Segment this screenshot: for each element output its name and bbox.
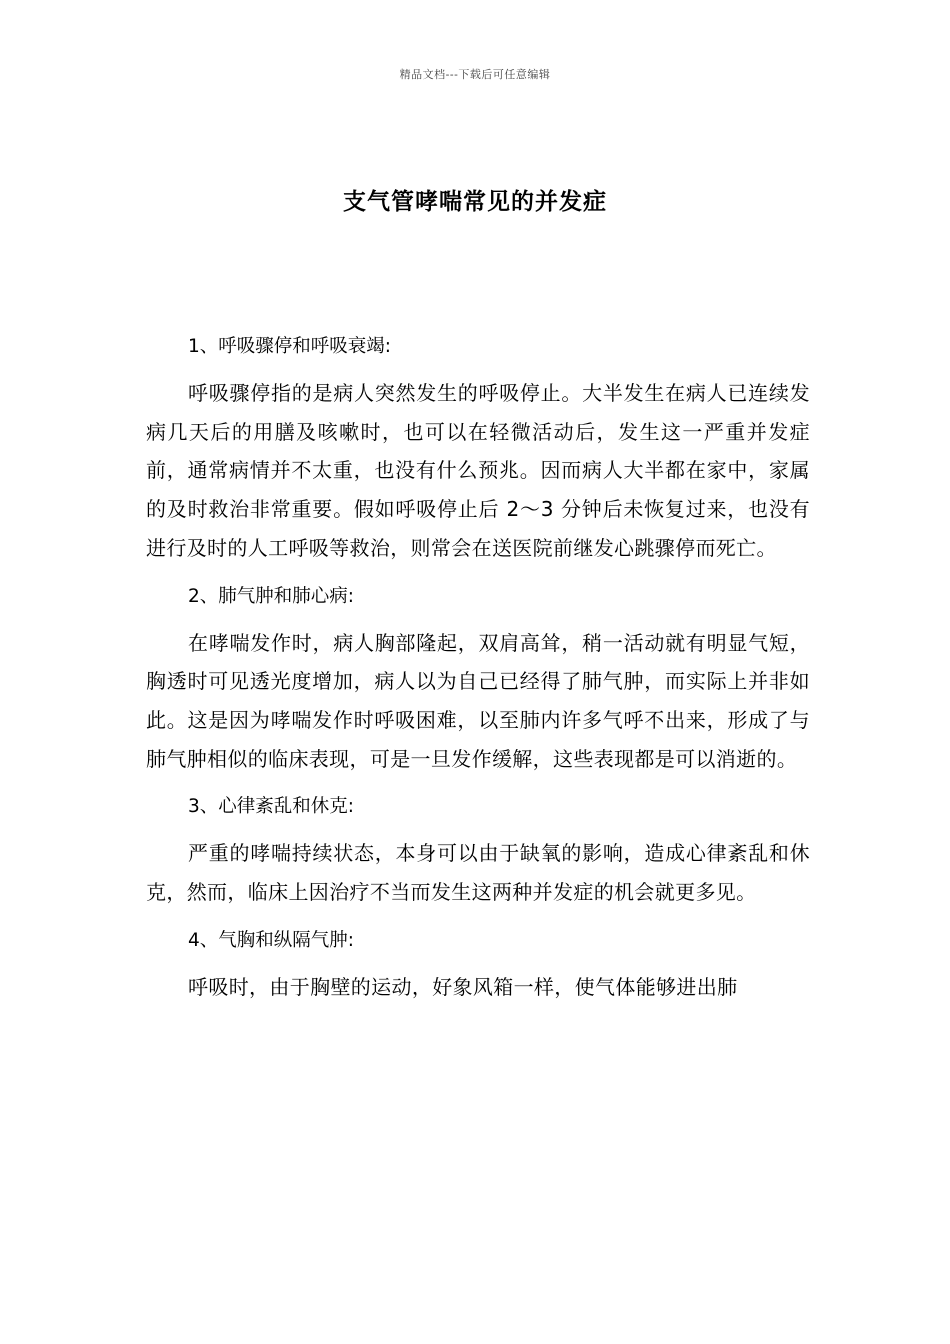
paragraph-line: 乱和休克，然而，临床上因治疗不当而发生这两种并发症的机会就: [146, 841, 810, 905]
section-heading-3: 3、心律紊乱和休克:: [188, 796, 355, 818]
section-paragraph-2: [146, 624, 810, 779]
paragraph-line: 院前继发心跳骤停而死亡。: [532, 535, 777, 560]
section-paragraph-1: [146, 374, 810, 568]
paragraph-line: 严重并发症前，通常病情并不太重，也没有什么预兆。因而病人大: [146, 419, 810, 483]
section-paragraph-3: [146, 834, 810, 911]
document-title: 支气管哮喘常见的并发症: [343, 188, 607, 215]
paragraph-line: 更多见。: [675, 880, 757, 905]
page-header: 精品文档---下载后可任意编辑: [399, 68, 551, 81]
paragraph-line: 呼不出来，形成了与肺气肿相似的临床表现，可是一旦发作缓解，: [146, 707, 810, 771]
paragraph-line: 严重的哮喘持续状态，本身可以由于缺氧的影响，造成心律紊: [188, 841, 749, 866]
paragraph-line: 实际上并非如此。这是因为哮喘发作时呼吸困难，以至肺内许多气: [146, 669, 810, 732]
paragraph-line: 呼吸骤停指的是病人突然发生的呼吸停止。大半发生在病人已: [188, 381, 749, 405]
section-heading-2: 2、肺气肿和肺心病:: [188, 585, 355, 607]
paragraph-line: 气短，胸透时可见透光度增加，病人以为自己已经得了肺气肿，而: [146, 630, 810, 694]
paragraph-line: 呼吸时，由于胸壁的运动，好象风箱一样，使气体能够进出肺: [188, 974, 738, 999]
paragraph-line: 后未恢复过来，也没有进行及时的人工呼吸等救治，则常会在送医: [146, 497, 810, 560]
paragraph-line: 在哮喘发作时，病人胸部隆起，双肩高耸，稍一活动就有明显: [188, 630, 749, 655]
section-heading-4: 4、气胸和纵隔气肿:: [188, 929, 355, 951]
paragraph-line: 这些表现都是可以消逝的。: [553, 746, 798, 771]
paragraph-line: 半都在家中，家属的及时救治非常重要。假如呼吸停止后 2～3 分钟: [146, 458, 810, 522]
paragraph-line: 连续发病几天后的用膳及咳嗽时，也可以在轻微活动后，发生这一: [146, 381, 810, 444]
section-paragraph-4: [146, 968, 810, 1007]
document-body: [146, 328, 810, 1006]
section-heading-1: 1、呼吸骤停和呼吸衰竭:: [188, 336, 392, 357]
